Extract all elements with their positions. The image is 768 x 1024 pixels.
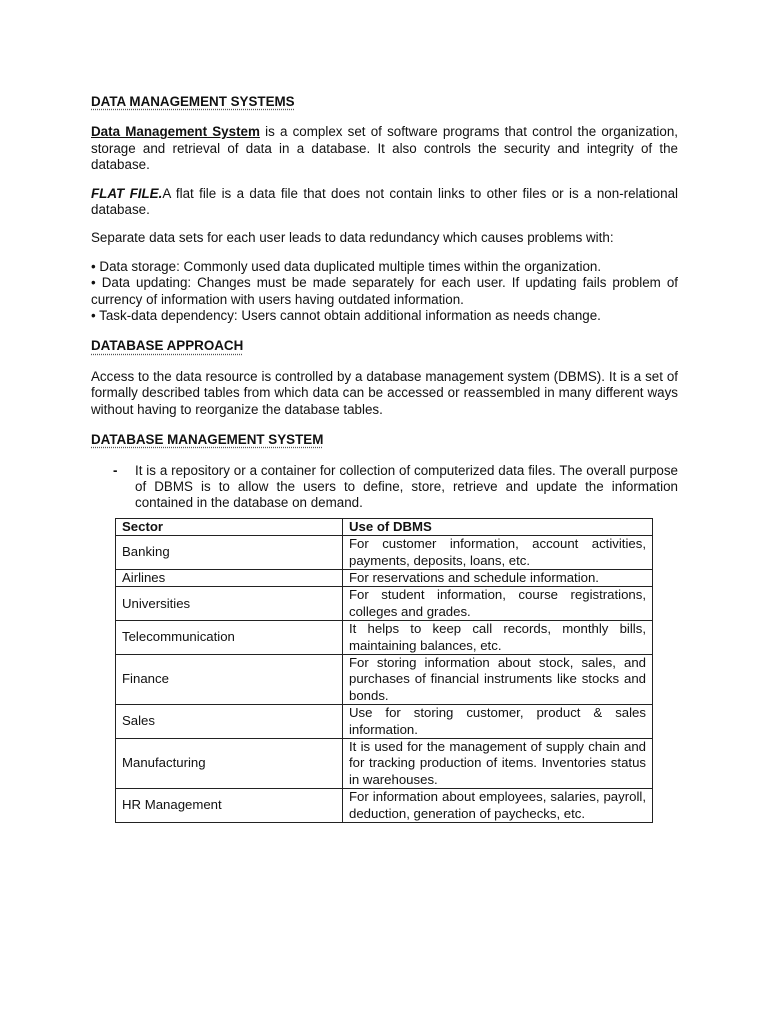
table-row xyxy=(116,569,653,586)
bullet-item: • Data storage: Commonly used data duplicated multiple times within the organization. xyxy=(91,258,602,274)
cell-use: For storing information about stock, sales, and purchases of financial instruments like stocks and bonds. xyxy=(343,654,653,704)
cell-use: For customer information, account activities, payments, deposits, loans, etc. xyxy=(343,536,653,570)
table-row xyxy=(116,536,653,570)
dms-def-text: is a complex set of software programs that control the organization, storage and retrieval of data in a database. It also controls the security and integrity of the database. xyxy=(91,124,679,173)
cell-sector: Universities xyxy=(116,587,343,621)
separate-intro: Separate data sets for each user leads to data redundancy which causes problems with: xyxy=(91,230,614,246)
cell-sector: Finance xyxy=(116,654,343,704)
dms-definition xyxy=(91,124,678,173)
table-row xyxy=(116,789,653,823)
table-row xyxy=(116,587,653,621)
dbms-heading: DATABASE MANAGEMENT SYSTEM xyxy=(91,432,324,448)
table-row xyxy=(116,705,653,739)
bullet-item: • Task-data dependency: Users cannot obtain additional information as needs change. xyxy=(91,308,601,324)
dms-term: Data Management System xyxy=(91,124,260,140)
cell-use: Use for storing customer, product & sales information. xyxy=(343,705,653,739)
cell-sector: Airlines xyxy=(116,569,343,586)
problem-bullets xyxy=(91,259,678,325)
header-sector: Sector xyxy=(116,518,343,535)
cell-sector: Telecommunication xyxy=(116,621,343,655)
dbms-point-text: It is a repository or a container for collection of computerized data files. The overall purpose of DBMS is to allow the users to define, store, retrieve and update the information contained in the database on demand. xyxy=(135,462,678,511)
table-row xyxy=(116,654,653,704)
table-row xyxy=(116,739,653,789)
cell-use: It is used for the management of supply chain and for tracking production of items. Inventories status in warehouses. xyxy=(343,739,653,789)
flat-file-term: FLAT FILE. xyxy=(91,185,163,201)
table-header-row xyxy=(116,518,653,535)
dbms-sector-table xyxy=(115,518,653,823)
cell-use: For information about employees, salaries, payroll, deduction, generation of paychecks, etc. xyxy=(343,789,653,823)
flat-file-definition xyxy=(91,186,678,219)
db-approach-heading: DATABASE APPROACH xyxy=(91,338,244,354)
bullet-item: • Data updating: Changes must be made separately for each user. If updating fails problem of currency of information with users having outdated information. xyxy=(91,275,678,307)
cell-use: For reservations and schedule information. xyxy=(343,569,653,586)
header-use: Use of DBMS xyxy=(343,518,653,535)
flat-file-def-text: A flat file is a data file that does not contain links to other files or is a non-relational database. xyxy=(91,185,678,218)
dash-marker: - xyxy=(113,462,118,478)
cell-sector: Manufacturing xyxy=(116,739,343,789)
cell-sector: HR Management xyxy=(116,789,343,823)
cell-use: It helps to keep call records, monthly bills, maintaining balances, etc. xyxy=(343,621,653,655)
table-row xyxy=(116,621,653,655)
document-page xyxy=(91,94,678,823)
cell-sector: Sales xyxy=(116,705,343,739)
cell-sector: Banking xyxy=(116,536,343,570)
page-title: DATA MANAGEMENT SYSTEMS xyxy=(91,94,295,109)
db-approach-text: Access to the data resource is controlled by a database management system (DBMS). It is a set of formally described tables from which data can be accessed or reassembled in many different ways without having to reorganize the database tables. xyxy=(91,368,678,417)
dbms-point xyxy=(113,463,678,512)
cell-use: For student information, course registrations, colleges and grades. xyxy=(343,587,653,621)
